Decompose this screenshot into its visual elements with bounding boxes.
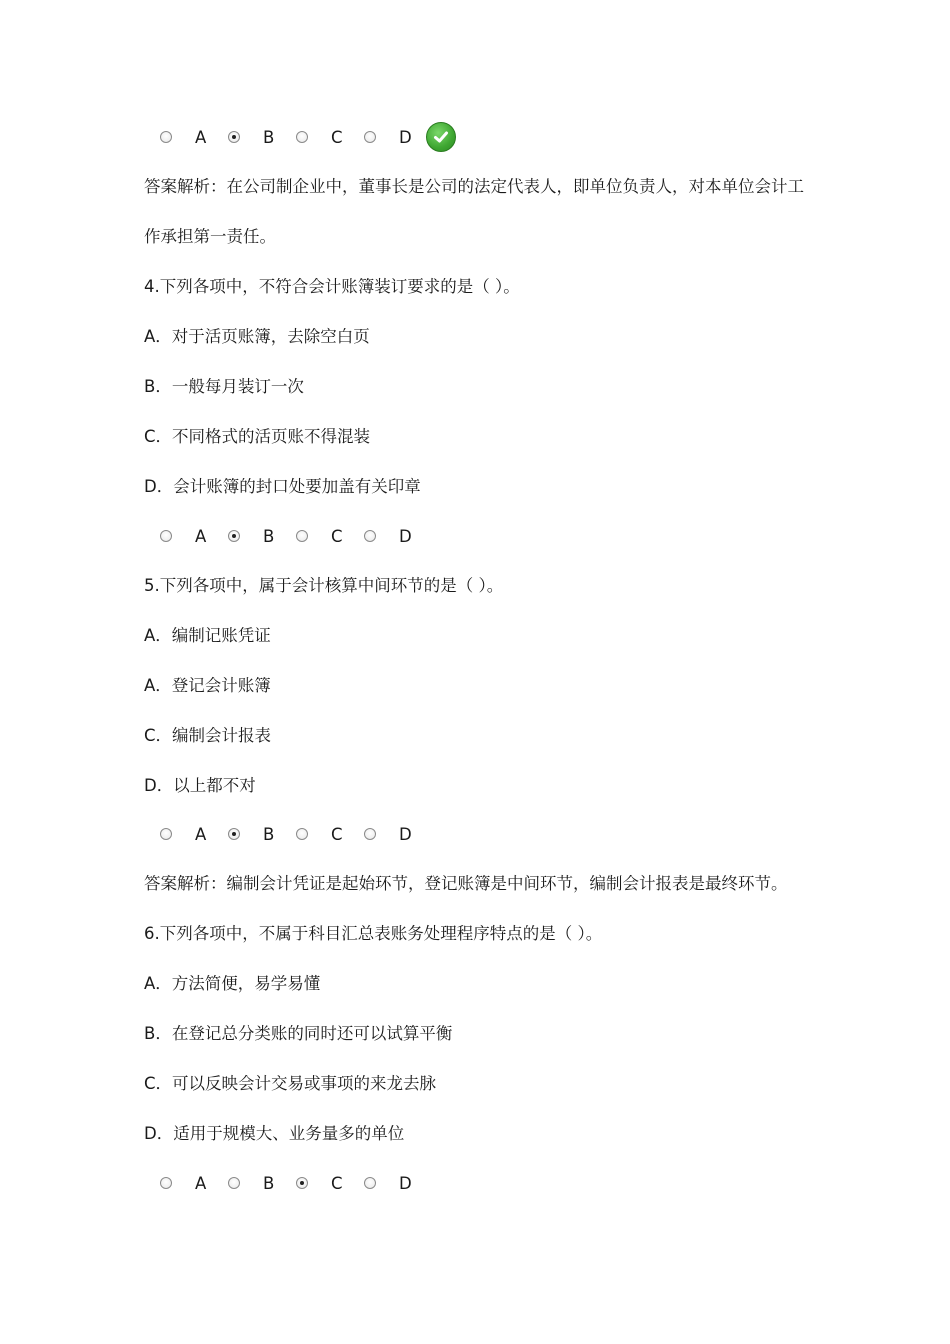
option-label: D [399,526,412,546]
option-label: B [263,1173,275,1193]
option-label: C [331,127,343,147]
text-line: 作承担第一责任。 [144,227,276,246]
option-c[interactable] [296,1174,364,1193]
option-label: C [331,526,343,546]
text-line: 答案解析：编制会计凭证是起始环节，登记账簿是中间环节，编制会计报表是最终环节。 [144,874,788,893]
radio-button[interactable] [364,131,376,143]
option-a[interactable] [160,1174,228,1193]
option-label: B [263,526,275,546]
radio-button[interactable] [160,131,172,143]
option-label: D [399,824,412,844]
text-line: A．登记会计账簿 [144,676,271,695]
option-label: B [263,127,275,147]
text-line: 答案解析：在公司制企业中，董事长是公司的法定代表人，即单位负责人，对本单位会计工 [144,177,804,196]
radio-button[interactable] [296,131,308,143]
option-label: D [399,127,412,147]
radio-button[interactable] [160,530,172,542]
option-label: B [263,824,275,844]
option-b[interactable] [228,1174,296,1193]
option-a[interactable] [160,128,228,147]
radio-button[interactable] [296,530,308,542]
radio-button[interactable] [160,1177,172,1189]
text-line: B．一般每月装订一次 [144,377,304,396]
option-label: A [195,1173,207,1193]
option-label: D [399,1173,412,1193]
text-line: D．适用于规模大、业务量多的单位 [144,1124,405,1143]
text-line: C．可以反映会计交易或事项的来龙去脉 [144,1074,437,1093]
option-label: C [331,824,343,844]
option-d[interactable] [364,1174,432,1193]
answer-options [160,822,432,846]
option-b[interactable] [228,527,296,546]
text-line: A．编制记账凭证 [144,626,271,645]
option-label: A [195,127,207,147]
text-line: 4.下列各项中，不符合会计账簿装订要求的是（ ）。 [144,277,520,296]
option-b[interactable] [228,825,296,844]
radio-button[interactable] [228,828,240,840]
answer-options [160,1171,432,1195]
option-b[interactable] [228,128,296,147]
text-line: A．对于活页账簿，去除空白页 [144,327,370,346]
option-d[interactable] [364,825,432,844]
radio-button[interactable] [228,530,240,542]
radio-button[interactable] [228,131,240,143]
radio-button[interactable] [364,530,376,542]
text-line: C．编制会计报表 [144,726,272,745]
option-c[interactable] [296,527,364,546]
text-line: D．以上都不对 [144,776,256,795]
text-line: B．在登记总分类账的同时还可以试算平衡 [144,1024,453,1043]
text-line: C．不同格式的活页账不得混装 [144,427,371,446]
answer-options [160,524,432,548]
correct-check-icon [426,122,456,152]
option-c[interactable] [296,128,364,147]
option-label: A [195,824,207,844]
radio-button[interactable] [364,828,376,840]
text-line: 5.下列各项中，属于会计核算中间环节的是（ ）。 [144,576,504,595]
option-d[interactable] [364,128,432,147]
radio-button[interactable] [364,1177,376,1189]
radio-button[interactable] [160,828,172,840]
option-d[interactable] [364,527,432,546]
option-c[interactable] [296,825,364,844]
radio-button[interactable] [296,828,308,840]
radio-button[interactable] [296,1177,308,1189]
answer-options [160,125,456,149]
text-line: 6.下列各项中，不属于科目汇总表账务处理程序特点的是（ ）。 [144,924,603,943]
option-label: A [195,526,207,546]
radio-button[interactable] [228,1177,240,1189]
text-line: A．方法简便，易学易懂 [144,974,321,993]
option-a[interactable] [160,825,228,844]
option-label: C [331,1173,343,1193]
text-line: D．会计账簿的封口处要加盖有关印章 [144,477,421,496]
option-a[interactable] [160,527,228,546]
